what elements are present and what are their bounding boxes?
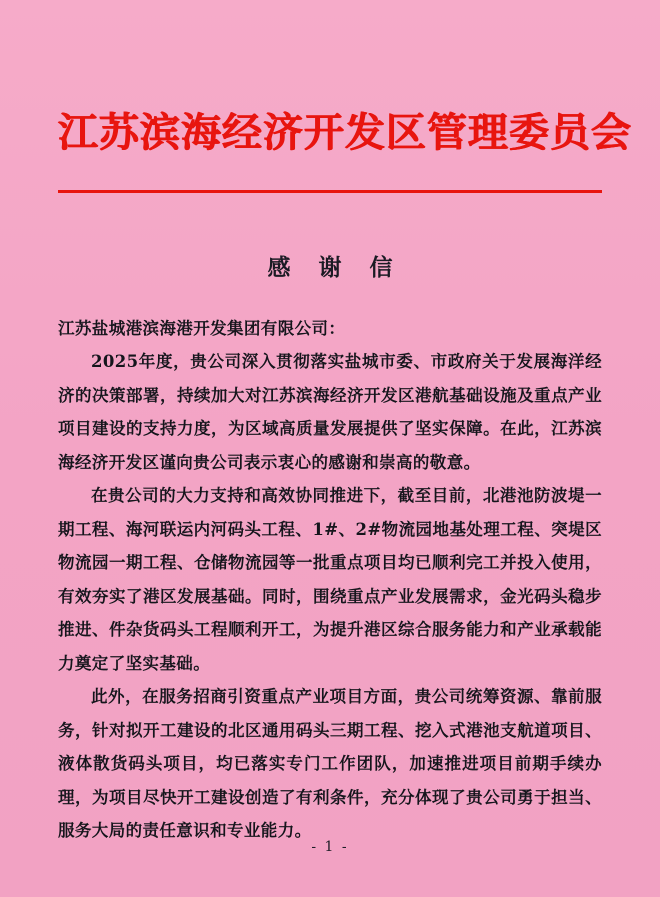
letterhead — [58, 0, 632, 193]
letterhead-divider-rule — [58, 190, 602, 193]
body-paragraph-3: 此外，在服务招商引资重点产业项目方面，贵公司统筹资源、靠前服务，针对拟开工建设的北区通用码头三期工程、挖入式港池支航道项目、液体散货码头项目，均已落实专门工作团队，加速推进项目前期手续办理，为项目尽快开工建设创造了有利条件，充分体现了贵公司勇于担当、服务大局的责任意识和专业能力。 — [58, 687, 602, 841]
page-number: - 1 - — [311, 839, 349, 855]
document-title: 感 谢 信 — [267, 254, 403, 281]
document-body — [58, 312, 602, 848]
body-paragraph-2: 在贵公司的大力支持和高效协同推进下，截至目前，北港池防波堤一期工程、海河联运内河码头工程、1#、2#物流园地基处理工程、突堤区物流园一期工程、仓储物流园等一批重点项目均已顺利完工并投入使用，有效夯实了港区发展基础。同时，围绕重点产业发展需求，金光码头稳步推进、件杂货码头工程顺利开工，为提升港区综合服务能力和产业承载能力奠定了坚实基础。 — [58, 486, 602, 673]
body-paragraph-1: 2025年度，贵公司深入贯彻落实盐城市委、市政府关于发展海洋经济的决策部署，持续加大对江苏滨海经济开发区港航基础设施及重点产业项目建设的支持力度，为区域高质量发展提供了坚实保障。在此，江苏滨海经济开发区谨向贵公司表示衷心的感谢和崇高的敬意。 — [58, 352, 602, 472]
letterhead-organization-name: 江苏滨海经济开发区管理委员会 — [58, 109, 632, 156]
salutation: 江苏盐城港滨海港开发集团有限公司： — [58, 319, 346, 338]
